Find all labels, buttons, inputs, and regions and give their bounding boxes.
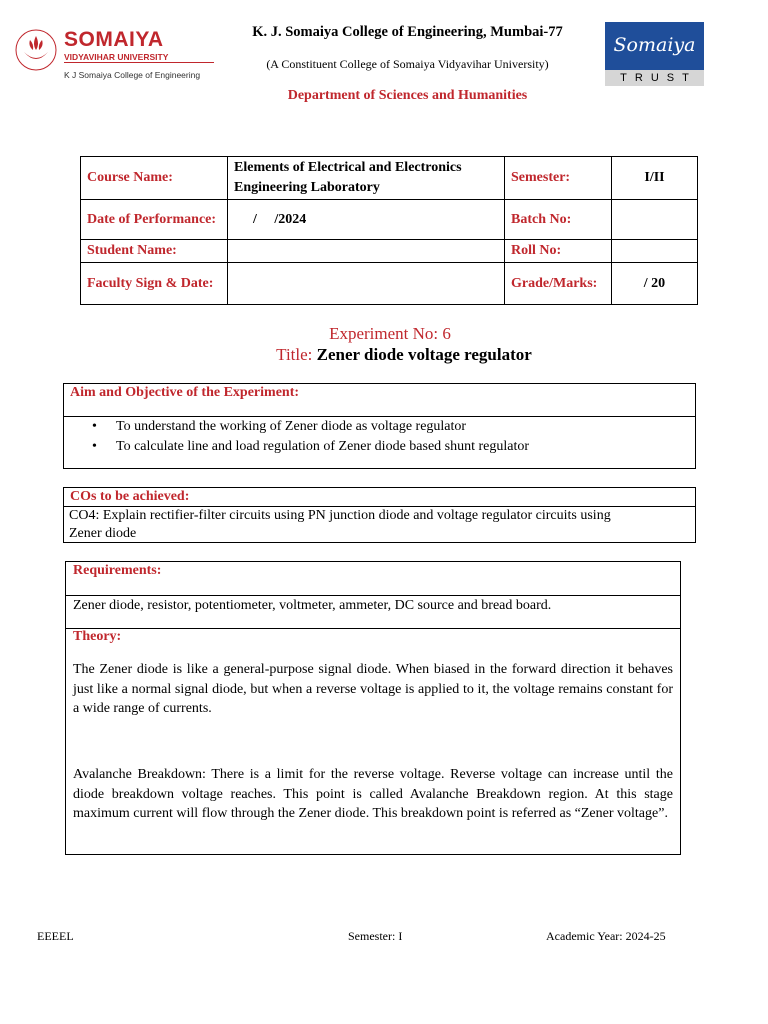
table-row [81, 263, 698, 305]
table-row [81, 200, 698, 240]
somaiya-trust-logo [605, 22, 704, 86]
table-row [81, 240, 698, 263]
logo-right-name: Somaiya [613, 34, 696, 56]
cos-text: CO4: Explain rectifier-filter circuits using PN junction diode and voltage regulator circuits using Zener diode [69, 508, 611, 541]
cos-heading: COs to be achieved: [70, 489, 190, 504]
requirements-theory-box [65, 561, 681, 855]
department-name: Department of Sciences and Humanities [287, 88, 528, 103]
theory-heading: Theory: [73, 629, 122, 644]
footer-right: Academic Year: 2024-25 [546, 929, 666, 943]
list-item: • To calculate line and load regulation of Zener diode based shunt regulator [116, 437, 529, 457]
roll-no-label: Roll No: [505, 240, 612, 263]
logo-right-sub: TRUST [620, 72, 697, 84]
faculty-sign-value [228, 263, 505, 305]
semester-label: Semester: [505, 157, 612, 200]
batch-label: Batch No: [505, 200, 612, 240]
date-value: / /2024 [228, 200, 505, 240]
grade-label: Grade/Marks: [505, 263, 612, 305]
requirements-heading: Requirements: [73, 563, 162, 578]
grade-value: / 20 [612, 263, 698, 305]
aim-list [64, 417, 529, 457]
title-label: Title: [276, 345, 313, 364]
college-name: K. J. Somaiya College of Engineering, Mumbai-77 [252, 24, 563, 40]
experiment-title [0, 345, 768, 365]
logo-left-name: SOMAIYA [64, 28, 164, 51]
logo-left-tag: K J Somaiya College of Engineering [64, 70, 201, 80]
batch-value [612, 200, 698, 240]
course-name-label: Course Name: [81, 157, 228, 200]
student-name-label: Student Name: [81, 240, 228, 263]
roll-no-value [612, 240, 698, 263]
cos-box [63, 487, 696, 543]
experiment-number: Experiment No: 6 [329, 324, 451, 343]
faculty-sign-label: Faculty Sign & Date: [81, 263, 228, 305]
course-info-table [80, 156, 698, 305]
semester-value: I/II [612, 157, 698, 200]
footer-center: Semester: I [348, 929, 403, 943]
course-name-value: Elements of Electrical and Electronics Engineering Laboratory [228, 157, 505, 200]
aim-heading: Aim and Objective of the Experiment: [70, 385, 300, 400]
theory-paragraph-1: The Zener diode is like a general-purpose signal diode. When biased in the forward direction it behaves just like a normal signal diode, but when a reverse voltage is applied to it, the voltage remains constant for a wide range of currents. [73, 662, 673, 716]
aim-box [63, 383, 696, 469]
title-value: Zener diode voltage regulator [316, 345, 532, 364]
constituent-line: (A Constituent College of Somaiya Vidyavihar University) [266, 57, 549, 71]
list-item: • To understand the working of Zener diode as voltage regulator [116, 417, 529, 437]
table-row [81, 157, 698, 200]
date-label: Date of Performance: [81, 200, 228, 240]
trust-logo-box [605, 22, 704, 70]
footer-left: EEEEL [37, 929, 74, 943]
somaiya-university-logo [14, 26, 210, 86]
theory-paragraph-2: Avalanche Breakdown: There is a limit for the reverse voltage. Reverse voltage can increase until the diode breakdown voltage reaches. This point is called Avalanche Breakdown region. At this stage maximum current will flow through the Zener diode. This breakdown point is referred as “Zener voltage”. [73, 767, 673, 821]
student-name-value [228, 240, 505, 263]
logo-left-sub: VIDYAVIHAR UNIVERSITY [64, 52, 169, 62]
requirements-text: Zener diode, resistor, potentiometer, voltmeter, ammeter, DC source and bread board. [73, 598, 552, 613]
